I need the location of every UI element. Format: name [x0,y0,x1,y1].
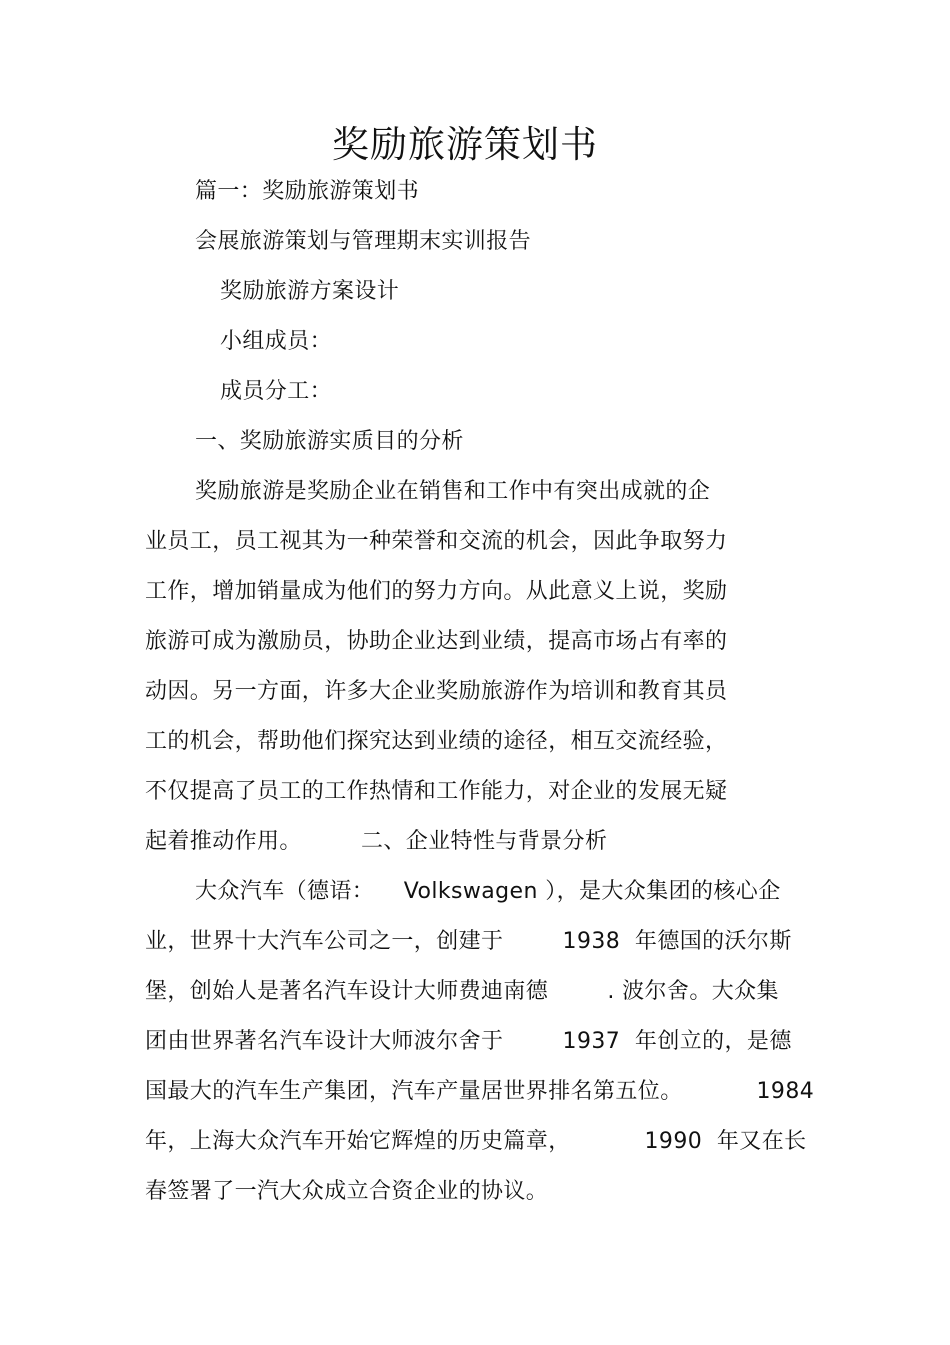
paragraph-line: 堡，创始人是著名汽车设计大师费迪南德 . 波尔舍。大众集 [145,979,779,1004]
document-title: 奖励旅游策划书 [332,123,598,166]
plan-design-heading: 奖励旅游方案设计 [220,279,400,304]
paragraph-line: 起着推动作用。 二、企业特性与背景分析 [145,829,608,854]
section-heading-purpose: 一、奖励旅游实质目的分析 [195,429,464,454]
paragraph-line: 国最大的汽车生产集团，汽车产量居世界排名第五位。 1984 [145,1079,815,1104]
paragraph-line: 业员工，员工视其为一种荣誉和交流的机会，因此争取努力 [145,529,728,554]
report-subtitle: 会展旅游策划与管理期末实训报告 [195,229,532,254]
paragraph-line: 工作，增加销量成为他们的努力方向。从此意义上说，奖励 [145,579,728,604]
paragraph-line: 奖励旅游是奖励企业在销售和工作中有突出成就的企 [195,479,711,504]
section-heading-chapter-one: 篇一：奖励旅游策划书 [195,179,420,204]
paragraph-line: 大众汽车（德语： Volkswagen ），是大众集团的核心企 [195,879,781,904]
paragraph-line: 年，上海大众汽车开始它辉煌的历史篇章， 1990 年又在长 [145,1129,807,1154]
paragraph-line: 旅游可成为激励员，协助企业达到业绩，提高市场占有率的 [145,629,728,654]
paragraph-line: 不仅提高了员工的工作热情和工作能力，对企业的发展无疑 [145,779,728,804]
group-members-label: 小组成员： [220,329,333,354]
paragraph-line: 团由世界著名汽车设计大师波尔舍于 1937 年创立的，是德 [145,1029,792,1054]
paragraph-line: 动因。另一方面，许多大企业奖励旅游作为培训和教育其员 [145,679,728,704]
paragraph-line: 工的机会，帮助他们探究达到业绩的途径，相互交流经验， [145,729,728,754]
member-division-label: 成员分工： [220,379,333,404]
paragraph-line: 业，世界十大汽车公司之一，创建于 1938 年德国的沃尔斯 [145,929,792,954]
paragraph-line: 春签署了一汽大众成立合资企业的协议。 [145,1179,549,1204]
